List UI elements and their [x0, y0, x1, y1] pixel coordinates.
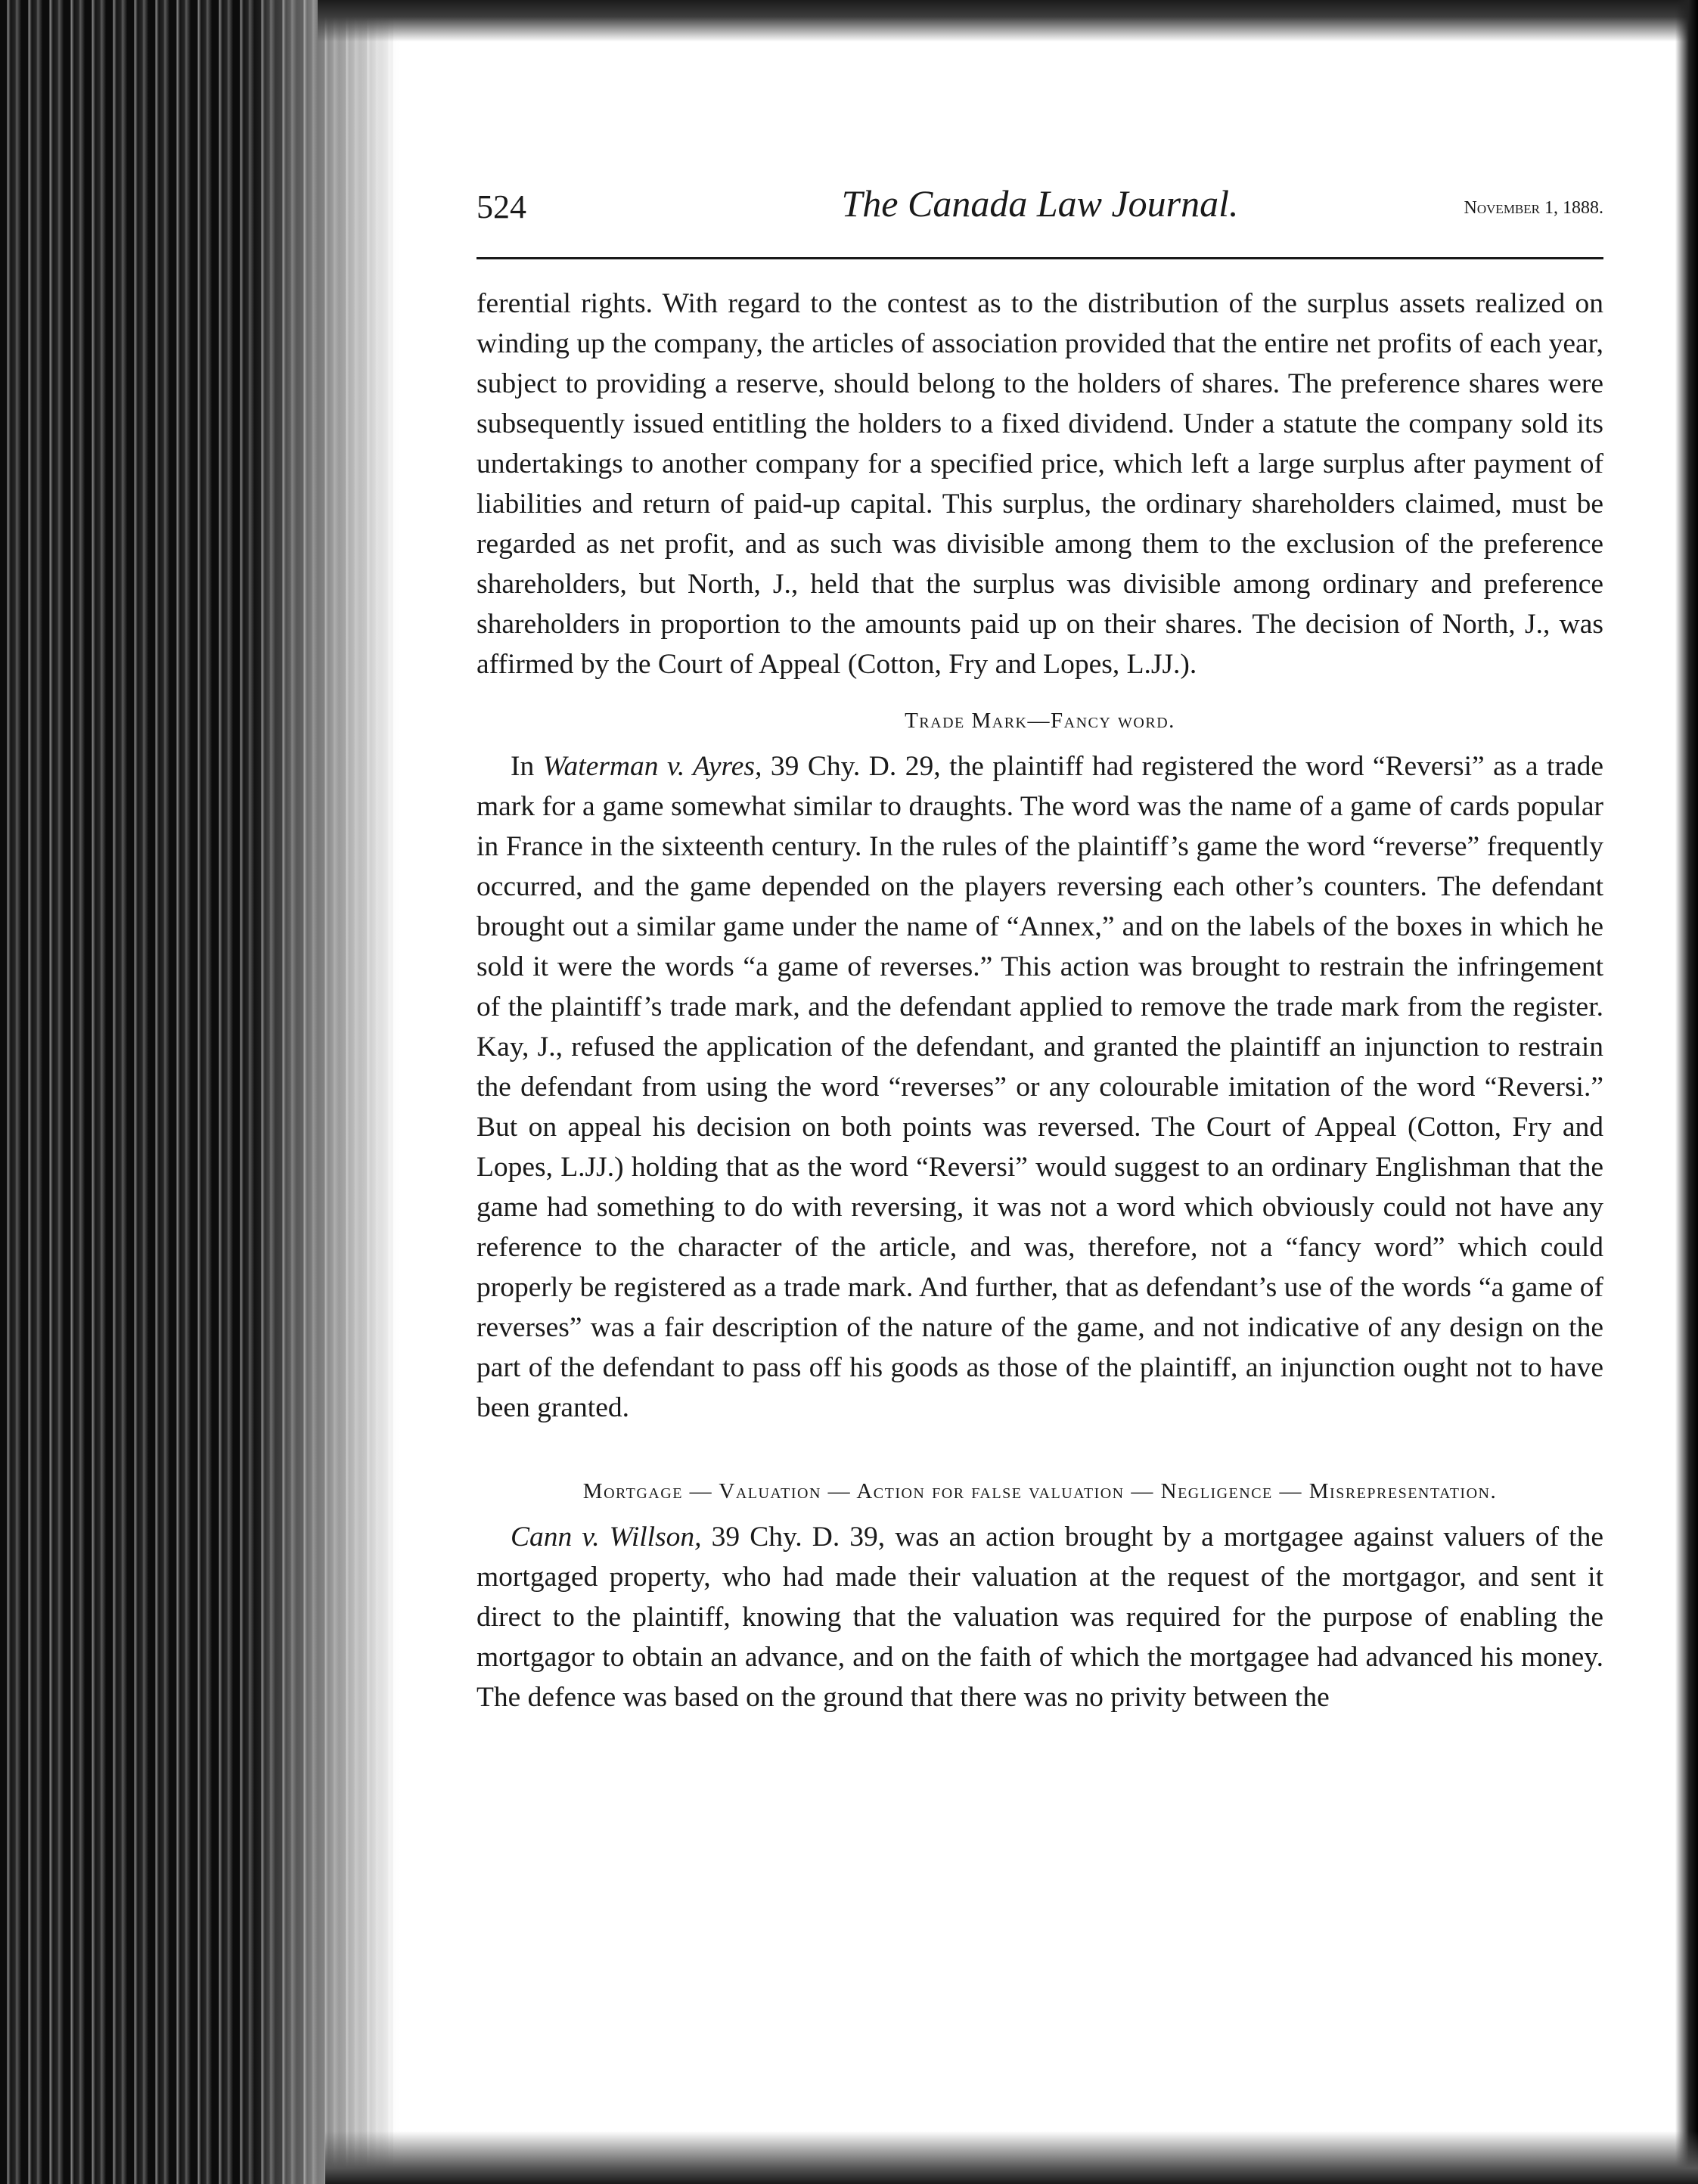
journal-page	[476, 181, 1603, 1717]
mortgage-paragraph	[476, 1517, 1603, 1717]
issue-date: November 1, 1888.	[1464, 198, 1603, 218]
trade-mark-paragraph: In Waterman v. Ayres, 39 Chy. D. 29, the plaintiff had registered the word “Reversi” as a trade mark for a game somewhat similar to draughts. The word was the name of a game of cards popular in France in the sixteenth century. In the rules of the plaintiff’s game the word “reverse” frequently occurred, and the game depended on the players reversing each other’s counters. The defendant brought out a similar game under the name of “Annex,” and on the labels of the boxes in which he sold it were the words “a game of reverses.” This action was brought to restrain the infringement of the plaintiff’s trade mark, and the defendant applied to remove the trade mark from the register. Kay, J., refused the application of the defendant, and granted the plaintiff an injunction to restrain the defendant from using the word “reverses” or any colourable imitation of the word “Reversi.” But on appeal his decision on both points was reversed. The Court of Appeal (Cotton, Fry and Lopes, L.JJ.) holding that as the word “Reversi” would suggest to an ordinary Englishman that the game had something to do with reversing, it was not a word which obviously could not have any reference to the character of the article, and was, therefore, not a “fancy word” which could properly be registered as a trade mark. And further, that as defendant’s use of the words “a game of reverses” was a fair description of the nature of the game, and not indicative of any design on the part of the defendant to pass off his goods as those of the plaintiff, an injunction ought not to have been granted.	[476, 751, 1603, 1423]
scan-top-edge	[318, 0, 1698, 42]
binding-shadow	[250, 0, 401, 2184]
section-heading-mortgage: Mortgage — Valuation — Action for false valuation — Negligence — Misrepresentation.	[582, 1479, 1498, 1503]
section-heading-trade-mark: Trade Mark—Fancy word.	[905, 709, 1175, 733]
running-head	[476, 181, 1603, 236]
continued-paragraph: ferential rights. With regard to the contest as to the distribution of the surplus assets realized on winding up the company, the articles of association provided that the entire net profits of each year, subject to providing a reserve, should belong to the holders of shares. The preference shares were subsequently issued entitling the holders to a fixed dividend. Under a statute the company sold its undertakings to another company for a specified price, which left a large surplus after payment of liabilities and return of paid-up capital. This surplus, the ordinary shareholders claimed, must be regarded as net profit, and as such was divisible among them to the exclusion of the preference shareholders, but North, J., held that the surplus was divisible among ordinary and preference shareholders in proportion to the amounts paid up on their shares. The decision of North, J., was affirmed by the Court of Appeal (Cotton, Fry and Lopes, L.JJ.).	[476, 288, 1603, 680]
scan-bottom-edge	[325, 2131, 1698, 2184]
case-name-cann: Cann v. Willson,	[511, 1522, 702, 1553]
page-number: 524	[476, 188, 526, 225]
scan-right-edge	[1675, 0, 1698, 2184]
case-name-waterman: Waterman v. Ayres,	[542, 751, 762, 782]
header-rule	[476, 257, 1603, 259]
mortgage-text: 39 Chy. D. 39, was an action brought by a mortgagee against valuers of the mortgaged property, who had made their valuation at the request of the mortgagor, and sent it direct to the plaintiff, knowing that the valuation was required for the purpose of enabling the mortgagor to obtain an advance, and on the faith of which the mortgagee had advanced his money. The defence was based on the ground that there was no privity between the	[476, 1522, 1603, 1713]
article-body	[476, 284, 1603, 1717]
trade-mark-text: 39 Chy. D. 29, the plaintiff had registered the word “Reversi” as a trade mark for a game somewhat similar to draughts. The word was the name of a game of cards popular in France in the sixteenth century. In the rules of the plaintiff’s game the word “reverse” frequently occurred, and the game depended on the players reversing each other’s counters. The defendant brought out a similar game under the name of “Annex,” and on the labels of the boxes in which he sold it were the words “a game of reverses.” This action was brought to restrain the infringement of the plaintiff’s trade mark, and the defendant applied to remove the trade mark from the register. Kay, J., refused the application of the defendant, and granted the plaintiff an injunction to restrain the defendant from using the word “reverses” or any colourable imitation of the word “Reversi.” But on appeal his decision on both points was reversed. The Court of Appeal (Cotton, Fry and Lopes, L.JJ.) holding that as the word “Reversi” would suggest to an ordinary Englishman that the game had something to do with reversing, it was not a word which obviously could not have any reference to the character of the article, and was, therefore, not a “fancy word” which could properly be registered as a trade mark. And further, that as defendant’s use of the words “a game of reverses” was a fair description of the nature of the game, and not indicative of any design on the part of the defendant to pass off his goods as those of the plaintiff, an injunction ought not to have been granted.	[476, 751, 1603, 1423]
journal-title: The Canada Law Journal.	[841, 182, 1239, 225]
